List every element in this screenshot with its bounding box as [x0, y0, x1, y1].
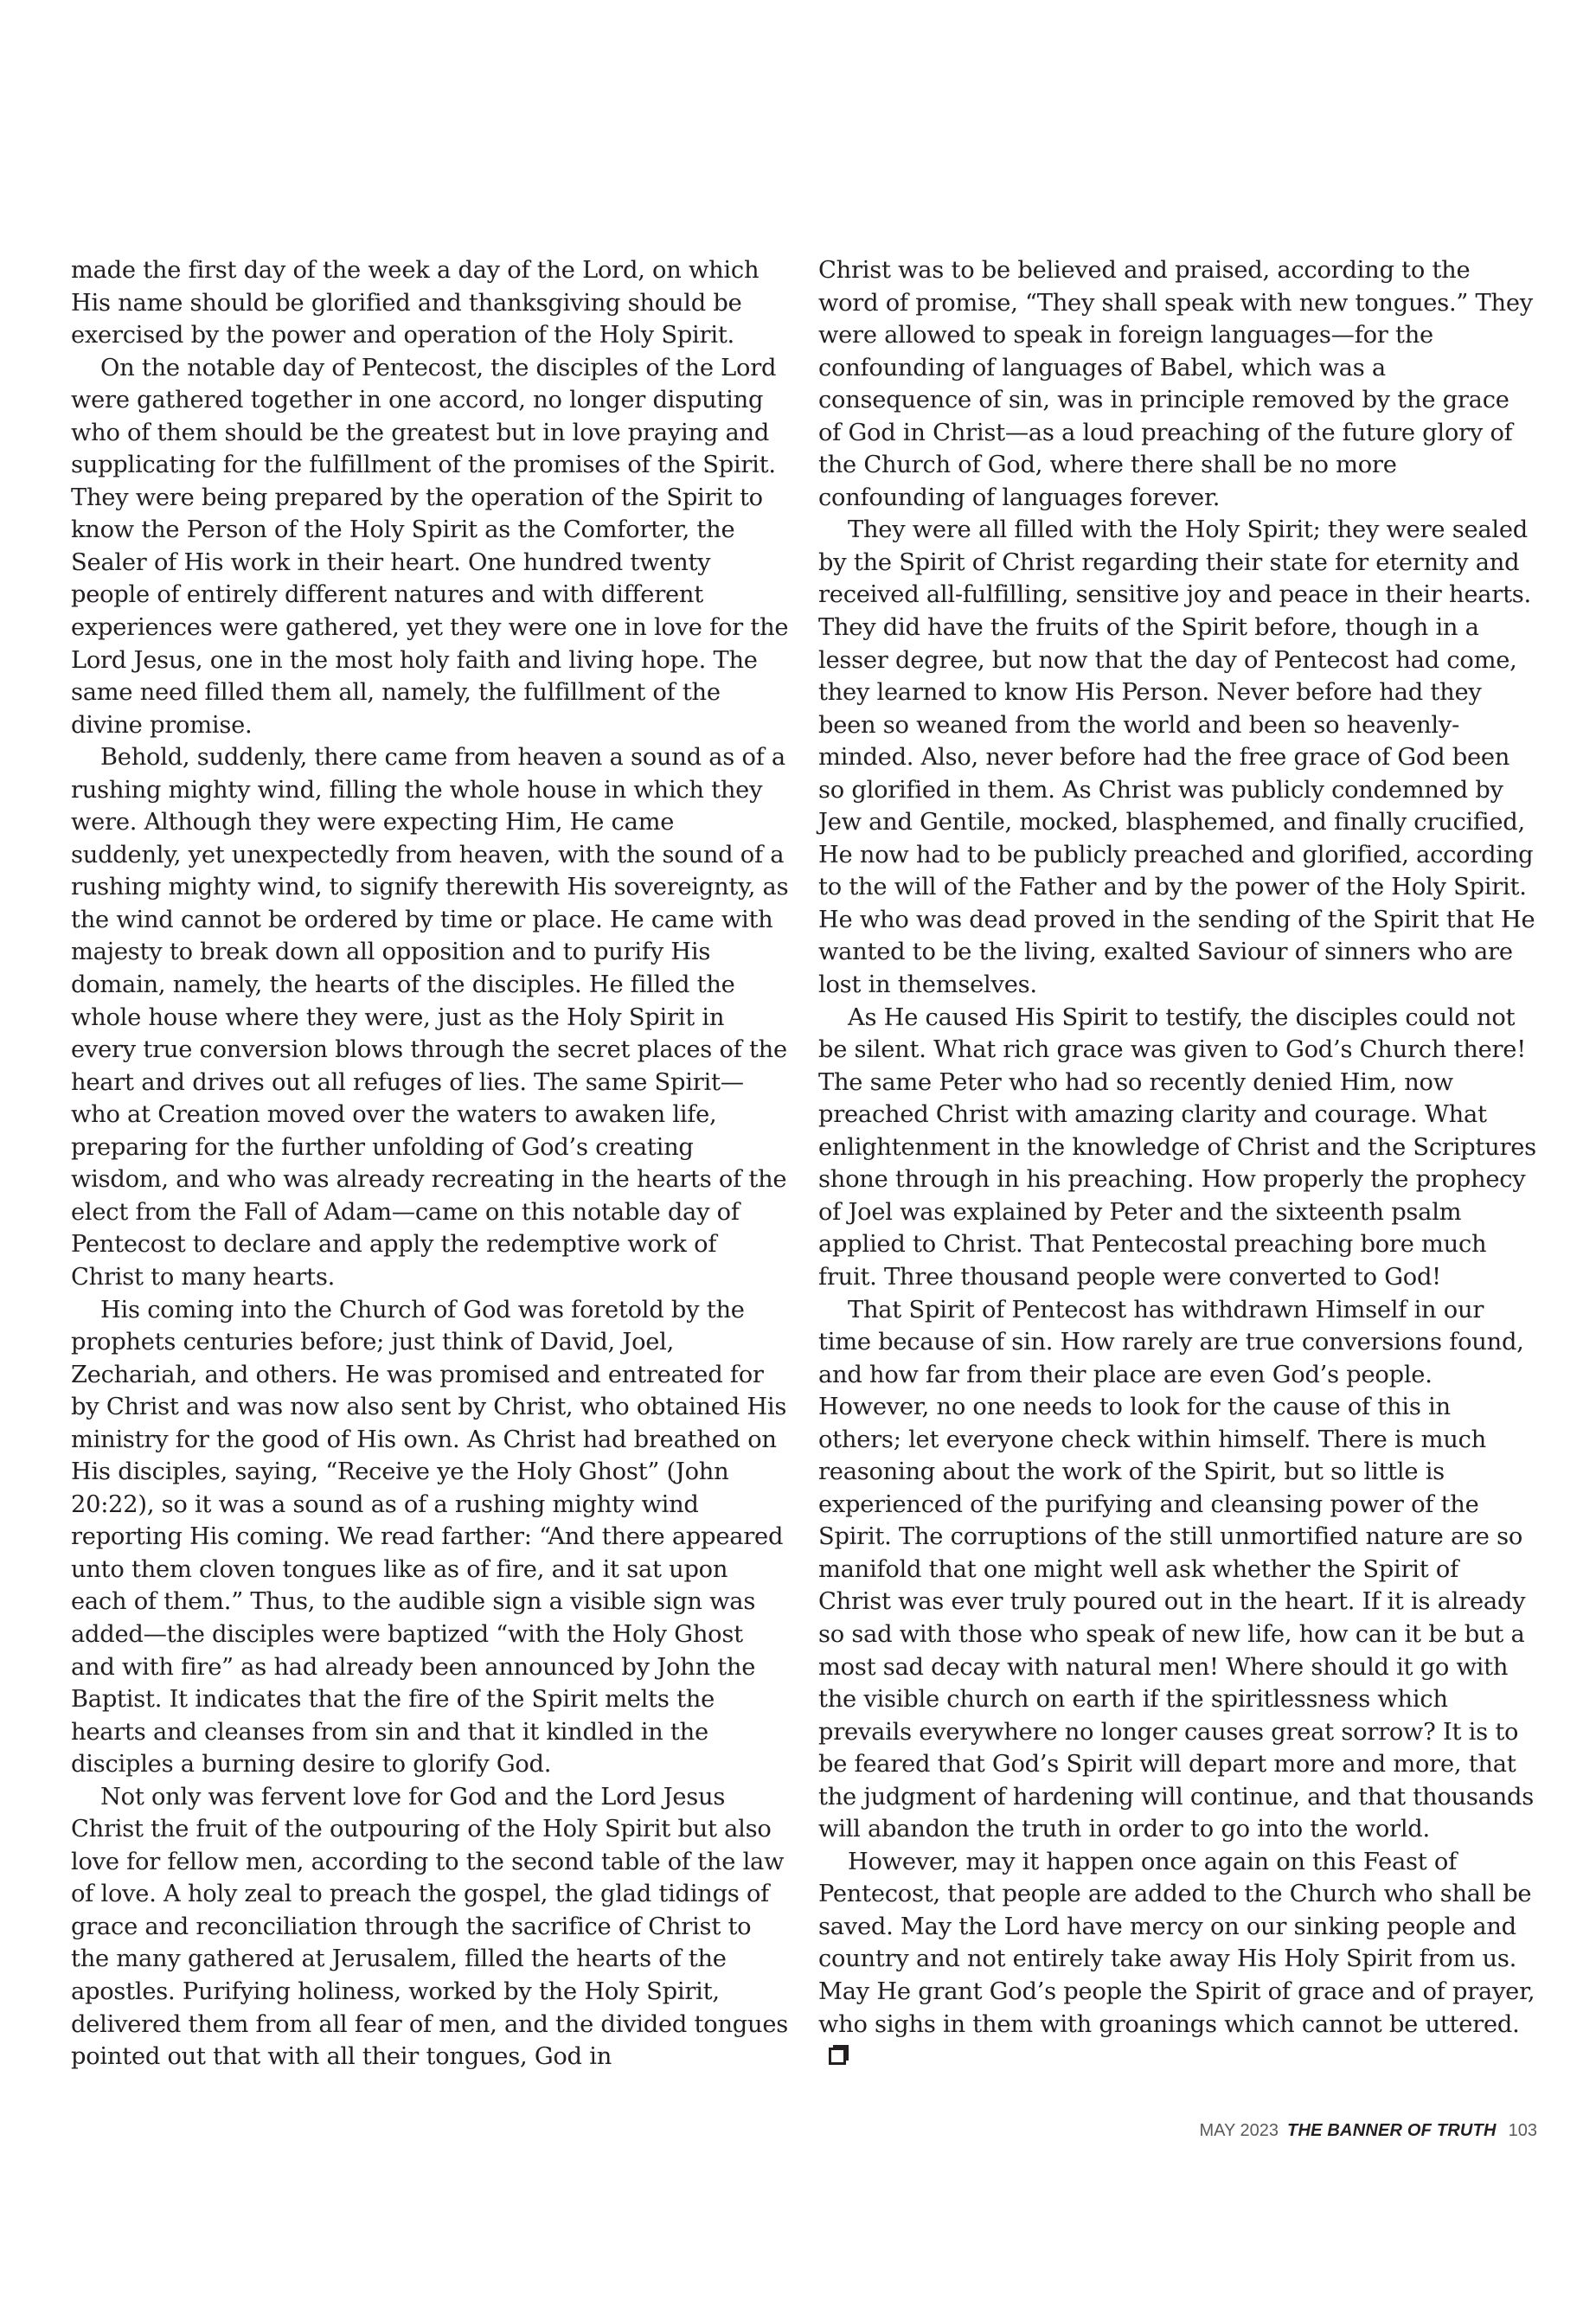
paragraph: As He caused His Spirit to testify, the disciples could not be silent. What rich grace was given to God’s Church there! The same Peter who had so recently denied Him, now preached Christ with amazing clarity and courage. What enlightenment in the knowledge of Christ and the Scriptures shone through in his preaching. How properly the prophecy of Joel was explained by Peter and the sixteenth psalm applied to Christ. That Pentecostal preaching bore much fruit. Three thousand people were converted to God! — [818, 1003, 1536, 1291]
magazine-title: THE BANNER OF TRUTH — [1287, 2121, 1497, 2140]
right-column — [818, 254, 1536, 2073]
paragraph: They were all filled with the Holy Spirit; they were sealed by the Spirit of Christ regarding their state for eternity and received all-fulfilling, sensitive joy and peace in their hearts. They did have the fruits of the Spirit before, though in a lesser degree, but now that the day of Pentecost had come, they learned to know His Person. Never before had they been so weaned from the world and been so heavenly-minded. Also, never before had the free grace of God been so glorified in them. As Christ was publicly condemned by Jew and Gentile, mocked, blasphemed, and finally crucified, He now had to be publicly preached and glorified, according to the will of the Father and by the power of the Holy Spirit. He who was dead proved in the sending of the Spirit that He wanted to be the living, exalted Saviour of sinners who are lost in themselves. — [818, 516, 1535, 999]
paragraph-text: However, may it happen once again on this Feast of Pentecost, that people are added to the Church who shall be saved. May the Lord have mercy on our sinking people and country and not entirely take away His Holy Spirit from us. May He grant God’s people the Spirit of grace and of prayer, who sighs in them with groanings which cannot be uttered. — [818, 1848, 1535, 2038]
paragraph: Christ was to be believed and praised, according to the word of promise, “They shall speak with new tongues.” They were allowed to speak in foreign languages—for the confounding of languages of Babel, which was a consequence of sin, was in principle removed by the grace of God in Christ—as a loud preaching of the future glory of the Church of God, where there shall be no more confounding of languages forever. — [818, 257, 1533, 511]
paragraph: Not only was fervent love for God and the Lord Jesus Christ the fruit of the outpouring of the Holy Spirit but also love for fellow men, according to the second table of the law of love. A holy zeal to preach the gospel, the glad tidings of grace and reconciliation through the sacrifice of Christ to the many gathered at Jerusalem, filled the hearts of the apostles. Purifying holiness, worked by the Holy Spirit, delivered them from all fear of men, and the divided tongues pointed out that with all their tongues, God in — [71, 1783, 789, 2071]
last-paragraph — [818, 1846, 1536, 2073]
paragraph: On the notable day of Pentecost, the disciples of the Lord were gathered together in one accord, no longer disputing who of them should be the greatest but in love praying and supplicating for the fulfillment of the promises of the Spirit. They were being prepared by the operation of the Spirit to know the Person of the Holy Spirit as the Comforter, the Sealer of His work in their heart. One hundred twenty people of entirely different natures and with different experiences were gathered, yet they were one in love for the Lord Jesus, one in the most holy faith and living hope. The same need filled them all, namely, the fulfillment of the divine promise. — [71, 354, 789, 739]
paragraph: His coming into the Church of God was foretold by the prophets centuries before; just think of David, Joel, Zechariah, and others. He was promised and entreated for by Christ and was now also sent by Christ, who obtained His ministry for the good of His own. As Christ had breathed on His disciples, saying, “Receive ye the Holy Ghost” (John 20:22), so it was a sound as of a rushing mighty wind reporting His coming. We read farther: “And there appeared unto them cloven tongues like as of fire, and it sat upon each of them.” Thus, to the audible sign a visible sign was added—the disciples were baptized “with the Holy Ghost and with fire” as had already been announced by John the Baptist. It indicates that the fire of the Spirit melts the hearts and cleanses from sin and that it kindled in the disciples a burning desire to glorify God. — [71, 1296, 787, 1779]
page-footer — [1200, 2121, 1538, 2141]
page-number: 103 — [1508, 2121, 1537, 2140]
article-body — [71, 254, 1536, 2073]
issue-date: MAY 2023 — [1199, 2121, 1279, 2140]
end-of-article-box-icon — [829, 2048, 846, 2065]
paragraph: made the first day of the week a day of the Lord, on which His name should be glorified and thanksgiving should be exercised by the power and operation of the Holy Spirit. — [71, 257, 760, 349]
paragraph: That Spirit of Pentecost has withdrawn Himself in our time because of sin. How rarely are true conversions found, and how far from their place are even God’s people. However, no one needs to look for the cause of this in others; let everyone check within himself. There is much reasoning about the work of the Spirit, but so little is experienced of the purifying and cleansing power of the Spirit. The corruptions of the still unmortified nature are so manifold that one might well ask whether the Spirit of Christ was ever truly poured out in the heart. If it is already so sad with those who speak of new life, how can it be but a most sad decay with natural men! Where should it go with the visible church on earth if the spiritlessness which prevails everywhere no longer causes great sorrow? It is to be feared that God’s Spirit will depart more and more, that the judgment of hardening will continue, and that thousands will abandon the truth in order to go into the world. — [818, 1296, 1534, 1843]
paragraph: Behold, suddenly, there came from heaven a sound as of a rushing mighty wind, filling the whole house in which they were. Although they were expecting Him, He came suddenly, yet unexpectedly from heaven, with the sound of a rushing mighty wind, to signify therewith His sovereignty, as the wind cannot be ordered by time or place. He came with majesty to break down all opposition and to purify His domain, namely, the hearts of the disciples. He filled the whole house where they were, just as the Holy Spirit in every true conversion blows through the secret places of the heart and drives out all refuges of lies. The same Spirit—who at Creation moved over the waters to awaken life, preparing for the further unfolding of God’s creating wisdom, and who was already recreating in the hearts of the elect from the Fall of Adam—came on this notable day of Pentecost to declare and apply the redemptive work of Christ to many hearts. — [71, 744, 789, 1291]
left-column — [71, 254, 789, 2073]
